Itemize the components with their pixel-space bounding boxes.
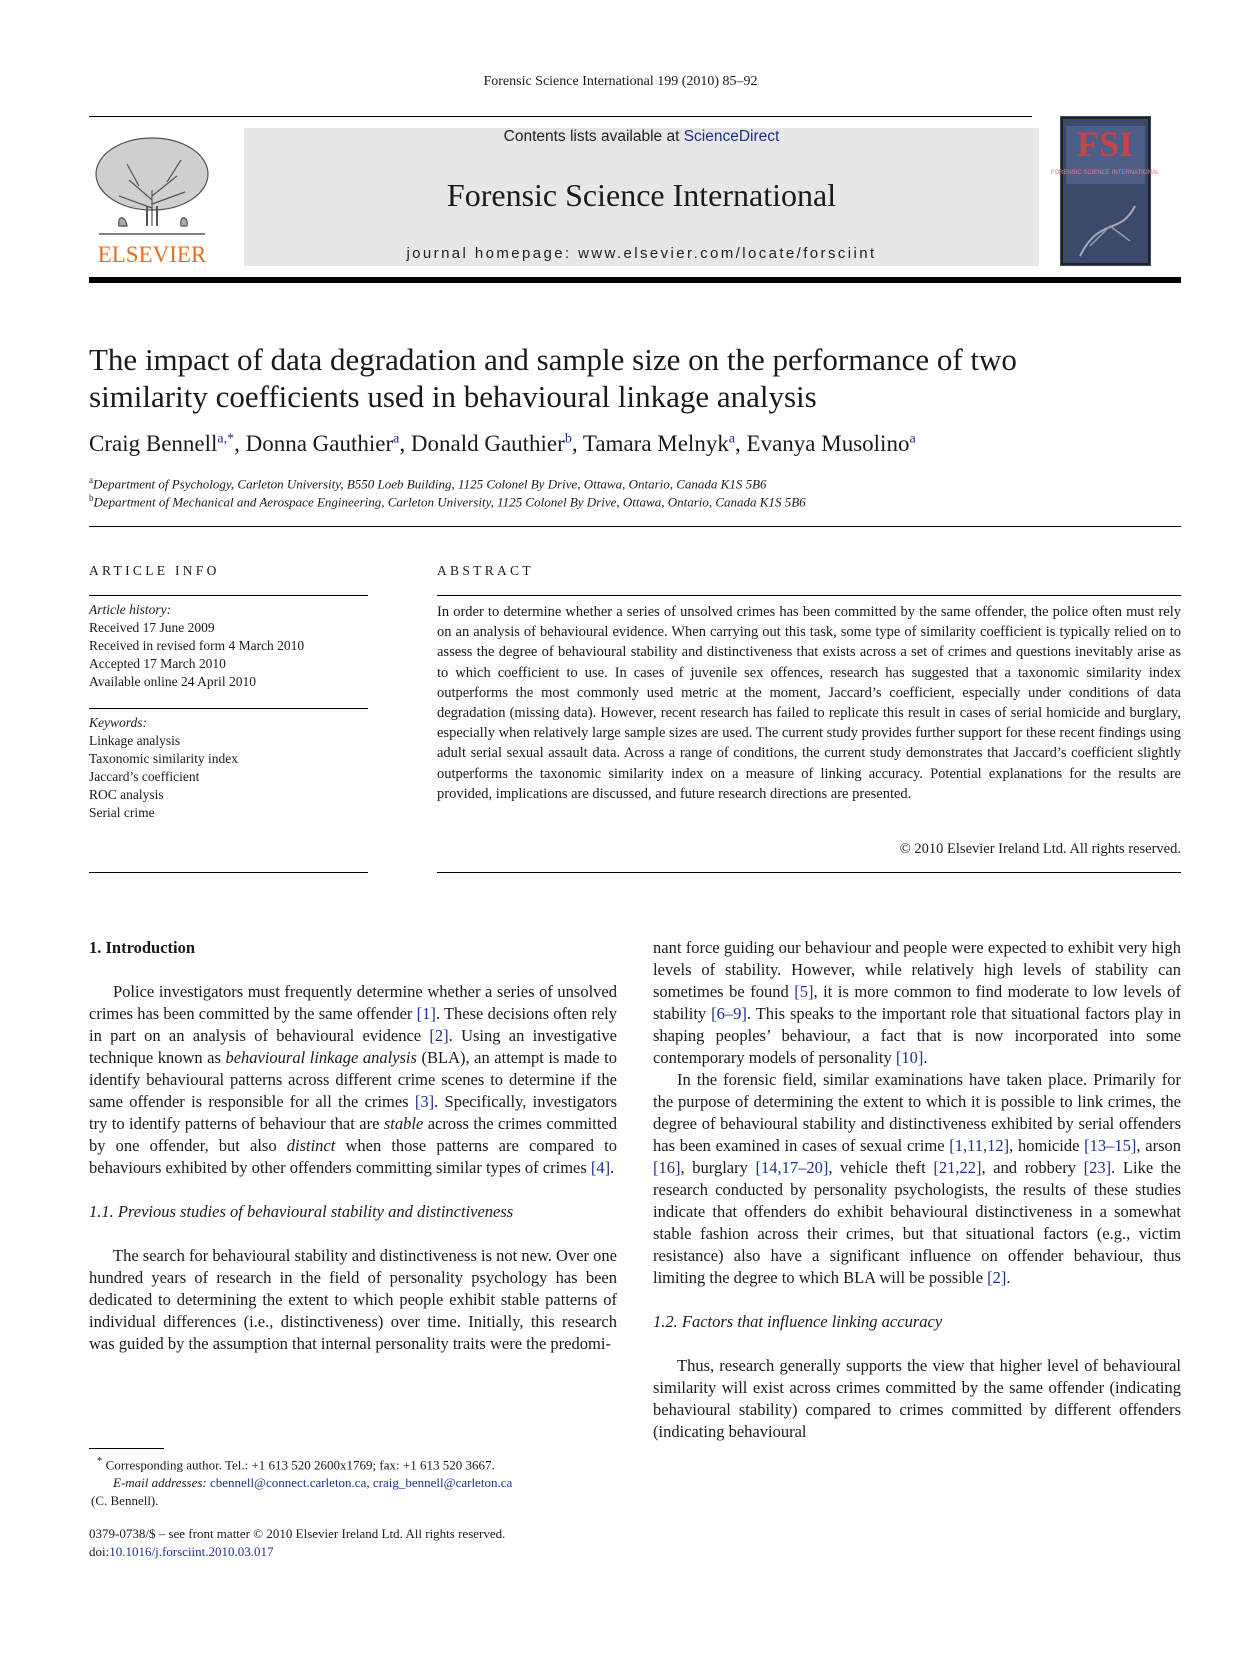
keyword: Linkage analysis <box>89 733 181 748</box>
article-title-line: The impact of data degradation and sample size on the performance of two <box>89 342 1017 377</box>
front-matter: 0379-0738/$ – see front matter © 2010 Elsevier Ireland Ltd. All rights reserved. doi:10.1016/j.forsciint.2010.03.017 <box>89 1525 629 1561</box>
article-history-label: Article history: <box>89 602 172 617</box>
keyword: ROC analysis <box>89 787 164 802</box>
corresponding-author: Corresponding author. Tel.: +1 613 520 2600x1769; fax: +1 613 520 3667. <box>105 1457 495 1473</box>
front-matter-line: 0379-0738/$ – see front matter © 2010 Elsevier Ireland Ltd. All rights reserved. <box>89 1526 506 1541</box>
left-column <box>89 937 617 1355</box>
reference-link[interactable]: [4] <box>590 1158 611 1177</box>
subsection-heading: 1.1. Previous studies of behavioural stability and distinctiveness <box>89 1202 514 1221</box>
article-title-line: similarity coefficients used in behavioural linkage analysis <box>89 379 817 414</box>
contents-prefix: Contents lists available at <box>503 128 684 145</box>
divider <box>89 708 368 709</box>
reference-link[interactable]: [3] <box>414 1092 435 1111</box>
author-sup[interactable]: a <box>728 431 736 447</box>
publisher-wordmark: ELSEVIER <box>97 242 207 267</box>
history-item: Available online 24 April 2010 <box>89 674 256 689</box>
reference-link[interactable]: [6–9] <box>711 1004 747 1023</box>
header-rule <box>89 116 1032 117</box>
header-rule-thick <box>89 277 1181 283</box>
paragraph: Police investigators must frequently determine whether a series of unsolved crimes has been committed by the same offender [1]. These decisions often rely in part on an analysis of behavioural evidence [2]. Using an investigative technique known as behavioural linkage analysis (BLA), an attempt is made to identify behavioural patterns across different crime scenes to determine if the same offender is responsible for all the crimes [3]. Specifically, investigators try to identify patterns of behaviour that are stable across the crimes committed by one offender, but also distinct when those patterns are compared to behaviours exhibited by other offenders committing similar types of crimes [4]. <box>89 982 617 1177</box>
abstract-copyright: © 2010 Elsevier Ireland Ltd. All rights reserved. <box>899 841 1181 857</box>
keywords-label: Keywords: <box>89 715 147 730</box>
affiliation-sup: a <box>89 475 93 485</box>
author-name: Evanya Musolino <box>746 431 910 456</box>
author-name: Donald Gauthier <box>410 431 565 456</box>
article-title <box>89 341 1181 415</box>
subsection-heading: 1.2. Factors that influence linking accuracy <box>653 1312 943 1331</box>
reference-link[interactable]: [23] <box>1083 1158 1112 1177</box>
author-sup[interactable]: a,* <box>217 431 235 447</box>
reference-link[interactable]: [1] <box>416 1004 436 1023</box>
journal-name: Forensic Science International <box>446 177 837 213</box>
affiliation-text: Department of Mechanical and Aerospace Engineering, Carleton University, 1125 Colonel By Drive, Ottawa, Ontario, Canada K1S 5B6 <box>93 494 806 510</box>
svg-text:FSI: FSI <box>1076 124 1134 164</box>
footnote: * Corresponding author. Tel.: +1 613 520 2600x1769; fax: +1 613 520 3667. E-mail addresses: cbennell@connect.carleton.ca, craig_bennell@carleton.ca (C. Bennell). <box>89 1452 629 1510</box>
author-sup[interactable]: b <box>564 431 572 447</box>
elsevier-logo <box>89 130 215 270</box>
affiliation-text: Department of Psychology, Carleton University, B550 Loeb Building, 1125 Colonel By Drive, Ottawa, Ontario, Canada K1S 5B6 <box>93 476 767 492</box>
paragraph: In the forensic field, similar examinations have taken place. Primarily for the purpose of determining the extent to which it is possible to link crimes, the degree of behavioural stability and distinctiveness exhibited by serial offenders has been examined in cases of sexual crime [1,11,12], homicide [13–15], arson [16], burglary [14,17–20], vehicle theft [21,22], and robbery [23]. Like the research conducted by personality psychologists, the results of these studies indicate that offenders do exhibit behavioural distinctiveness in a somewhat stable fashion across their crimes, but that situational factors (e.g., victim resistance) also have a significant influence on offender behaviour, thus limiting the degree to which BLA will be possible [2]. <box>653 1070 1181 1287</box>
footnote-marker: * <box>97 1455 103 1467</box>
paragraph: nant force guiding our behaviour and people were expected to exhibit very high levels of stability. However, while relatively high levels of stability can sometimes be found [5], it is more common to find moderate to low levels of stability [6–9]. This speaks to the important role that situational factors play in shaping peoples’ behaviour, a fact that is now incorporated into some contemporary models of personality [10]. <box>653 938 1181 1067</box>
divider <box>89 526 1181 527</box>
affiliation-sup: b <box>89 493 94 503</box>
article-history <box>89 601 368 691</box>
abstract-heading: ABSTRACT <box>437 563 534 578</box>
author-sup[interactable]: a <box>909 431 916 447</box>
email-label: E-mail addresses: <box>113 1475 207 1491</box>
author-name: Donna Gauthier <box>245 431 394 456</box>
reference-link[interactable]: [2] <box>429 1026 449 1045</box>
author-list: Craig Bennell$^{a,*}$, Donna Gauthier$^a$, Donald Gauthier$^b$, Tamara Melnyk$^a$, Evanya Musolino$^a$ <box>89 431 916 456</box>
divider <box>437 872 1181 873</box>
reference-link[interactable]: [5] <box>794 982 814 1001</box>
divider <box>89 872 368 873</box>
reference-link[interactable]: [1,11,12] <box>949 1136 1010 1155</box>
footnote-rule <box>89 1448 164 1449</box>
history-item: Received 17 June 2009 <box>89 620 215 635</box>
contents-line <box>244 128 1039 146</box>
author-name: Craig Bennell <box>89 431 218 456</box>
affiliation <box>89 475 767 492</box>
abstract-text: In order to determine whether a series of unsolved crimes has been committed by the same offender, the police often must rely on an analysis of behavioural evidence. When carrying out this task, some type of similarity coefficient is typically relied on to assess the degree of behavioural stability and distinctiveness that exists across a set of crimes and questions inevitably arise as to which coefficient to use. In cases of juvenile sex offences, research has suggested that a taxonomic similarity index outperforms the most commonly used metric at the moment, Jaccard’s coefficient, especially under conditions of data degradation (missing data). However, recent research has failed to replicate this result in cases of serial homicide and burglary, especially when relatively large sample sizes are used. The current study provides further support for these recent findings using adult serial sexual assault data. Across a range of conditions, the current study demonstrates that Jaccard’s coefficient slightly outperforms the taxonomic similarity index on a measure of linking accuracy. Potential explanations for the results are provided, implications are discussed, and future research directions are presented. <box>437 604 1181 802</box>
email-link[interactable]: cbennell@connect.carleton.ca <box>210 1475 367 1491</box>
reference-link[interactable]: [2] <box>987 1268 1007 1287</box>
reference-link[interactable]: [16] <box>653 1158 681 1177</box>
footnote-name: (C. Bennell). <box>91 1493 159 1509</box>
right-column <box>653 937 1181 1443</box>
keywords <box>89 714 368 822</box>
keyword: Taxonomic similarity index <box>89 751 239 766</box>
doi-link[interactable]: 10.1016/j.forsciint.2010.03.017 <box>109 1544 274 1559</box>
author-name: Tamara Melnyk <box>582 431 729 456</box>
keyword: Serial crime <box>89 805 155 820</box>
reference-link[interactable]: [14,17–20] <box>755 1158 829 1177</box>
history-item: Received in revised form 4 March 2010 <box>89 638 305 653</box>
section-heading: 1. Introduction <box>89 938 196 957</box>
running-head: Forensic Science International 199 (2010) 85–92 <box>483 74 758 89</box>
divider <box>437 595 1181 596</box>
paragraph: The search for behavioural stability and distinctiveness is not new. Over one hundred years of research in the field of personality psychology has been dedicated to determining the extent to which people exhibit stable patterns of individual differences (i.e., distinctiveness) over time. Initially, this research was guided by the assumption that internal personality traits were the predomi- <box>89 1246 617 1353</box>
paragraph: Thus, research generally supports the view that higher level of behavioural similarity will exist across crimes committed by the same offender (indicating behavioural stability) compared to crimes committed by different offenders (indicating behavioural <box>653 1356 1181 1441</box>
affiliation <box>89 493 806 510</box>
keyword: Jaccard’s coefficient <box>89 769 200 784</box>
email-link[interactable]: craig_bennell@carleton.ca <box>372 1475 513 1491</box>
cover-title: FORENSIC SCIENCE INTERNATIONAL <box>1050 170 1160 176</box>
history-item: Accepted 17 March 2010 <box>89 656 226 671</box>
reference-link[interactable]: [13–15] <box>1084 1136 1137 1155</box>
author-sup[interactable]: a <box>393 431 400 447</box>
journal-homepage[interactable]: journal homepage: www.elsevier.com/locate/forsciint <box>406 245 877 262</box>
journal-banner <box>244 128 1039 266</box>
reference-link[interactable]: [10] <box>895 1048 924 1067</box>
sciencedirect-link[interactable]: ScienceDirect <box>683 128 780 145</box>
article-info-heading: ARTICLE INFO <box>89 563 220 578</box>
divider <box>89 595 368 596</box>
reference-link[interactable]: [21,22] <box>933 1158 982 1177</box>
journal-cover-image <box>1050 116 1160 266</box>
